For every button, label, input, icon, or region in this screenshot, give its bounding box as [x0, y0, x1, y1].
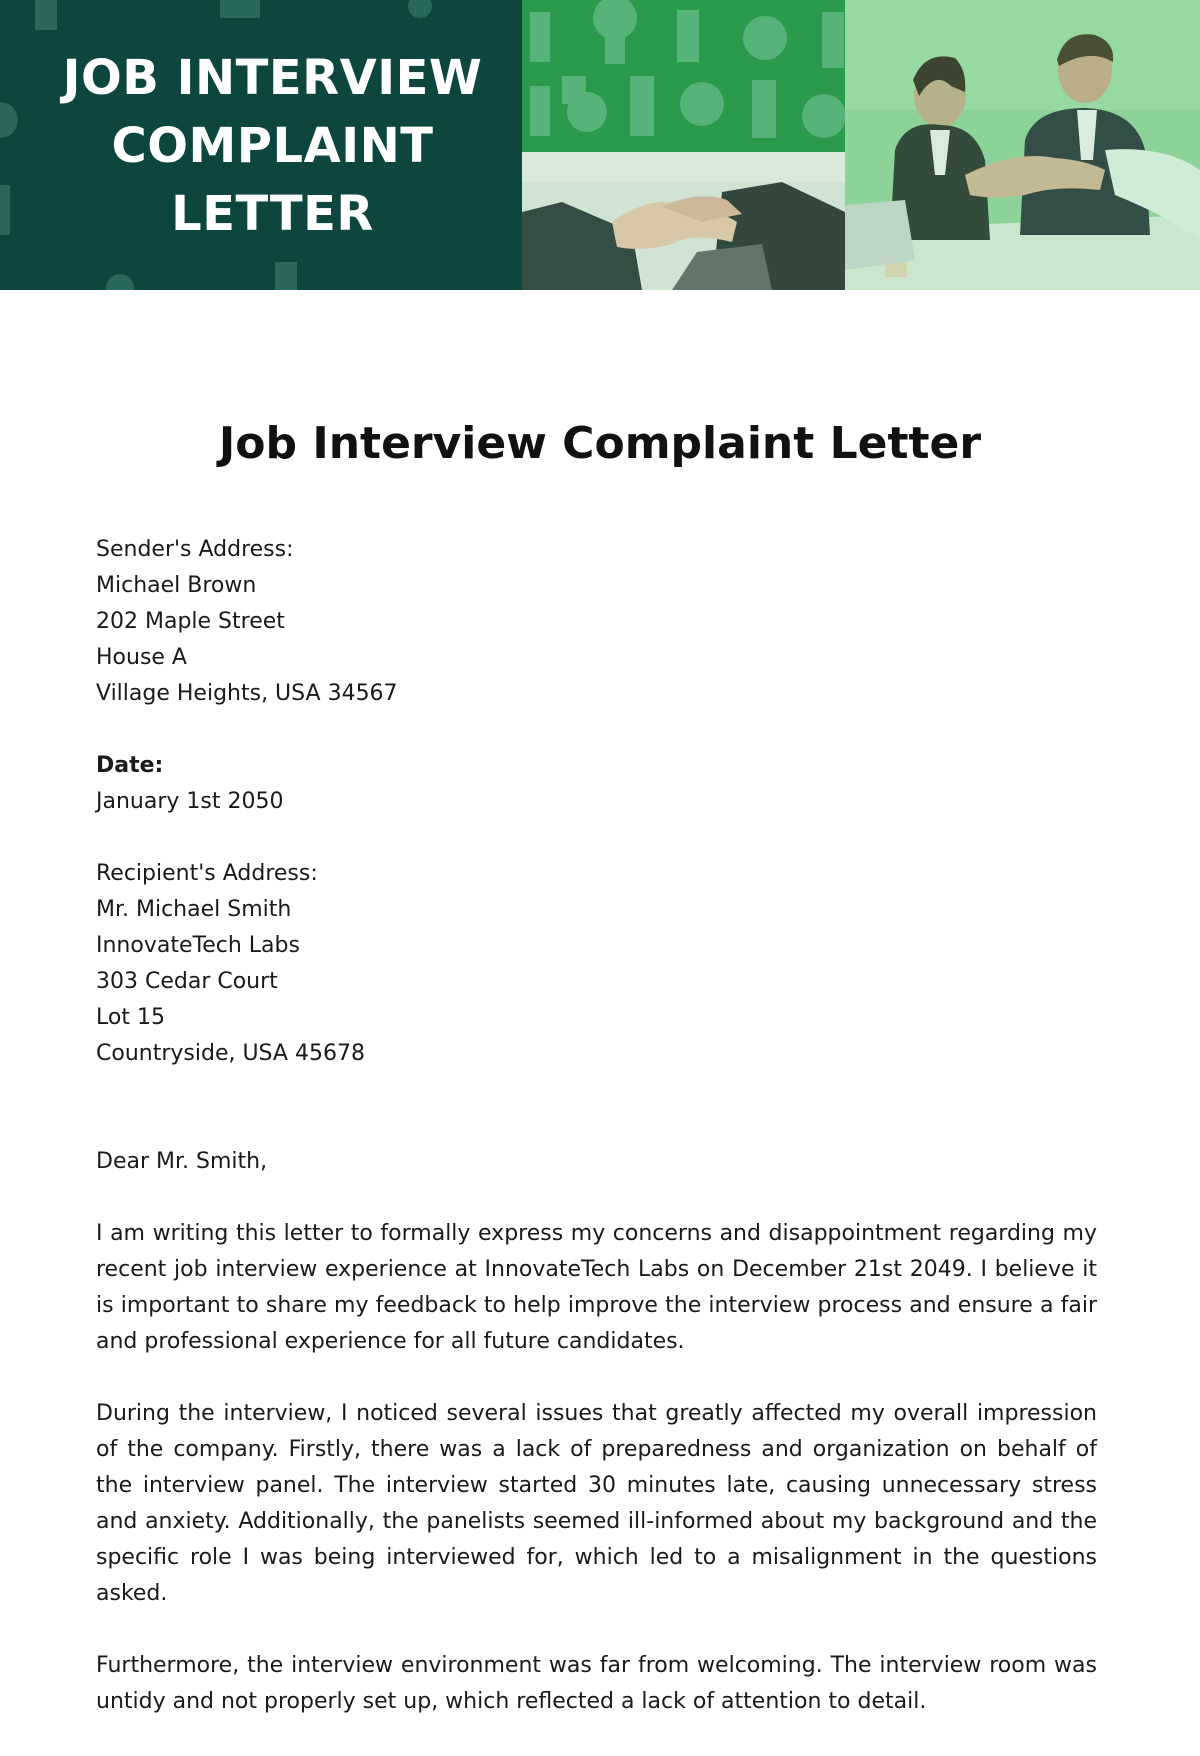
salutation: Dear Mr. Smith,	[96, 1149, 268, 1174]
recipient-unit: Lot 15	[96, 1005, 165, 1030]
meeting-handshake-photo-image	[845, 0, 1200, 290]
handshake-photo-image	[522, 152, 845, 290]
handshake-photo	[522, 152, 845, 290]
recipient-address-block	[96, 856, 1097, 1072]
body-paragraph: During the interview, I noticed several issues that greatly affected my overall impression of the company. Firstly, there was a lack of preparedness and organization on behalf of the interview panel. The interview started 30 minutes late, causing unnecessary stress and anxiety. Additionally, the panelists seemed ill-informed about my background and the specific role I was being interviewed for, which led to a misalignment in the questions asked.	[96, 1401, 1097, 1606]
recipient-street: 303 Cedar Court	[96, 969, 278, 994]
header-banner	[0, 0, 1200, 290]
date-label: Date:	[96, 753, 164, 778]
banner-title-line: LETTER	[171, 186, 374, 242]
sender-street: 202 Maple Street	[96, 609, 285, 634]
body-paragraph: I am writing this letter to formally express my concerns and disappointment regarding my recent job interview experience at InnovateTech Labs on December 21st 2049. I believe it is important to share my feedback to help improve the interview process and ensure a fair and professional experience for all future candidates.	[96, 1221, 1097, 1354]
meeting-handshake-photo	[845, 0, 1200, 290]
recipient-name: Mr. Michael Smith	[96, 897, 292, 922]
recipient-company: InnovateTech Labs	[96, 933, 300, 958]
banner-pattern-panel	[522, 0, 845, 152]
banner-pattern-shapes	[522, 0, 845, 152]
letter-body	[96, 532, 1097, 1756]
document-title: Job Interview Complaint Letter	[218, 418, 982, 469]
sender-address-block	[96, 532, 1097, 712]
banner-title-line: COMPLAINT	[111, 118, 434, 174]
banner-title	[0, 44, 522, 248]
date-block	[96, 748, 1097, 820]
sender-name: Michael Brown	[96, 573, 257, 598]
recipient-city: Countryside, USA 45678	[96, 1041, 365, 1066]
banner-title-line: JOB INTERVIEW	[62, 50, 483, 106]
sender-unit: House A	[96, 645, 187, 670]
recipient-address-label: Recipient's Address:	[96, 861, 318, 886]
sender-city: Village Heights, USA 34567	[96, 681, 398, 706]
sender-address-label: Sender's Address:	[96, 537, 294, 562]
banner-title-panel	[0, 0, 522, 290]
date-value: January 1st 2050	[96, 789, 284, 814]
body-paragraph: Furthermore, the interview environment was far from welcoming. The interview room was untidy and not properly set up, which reflected a lack of attention to detail.	[96, 1653, 1097, 1714]
